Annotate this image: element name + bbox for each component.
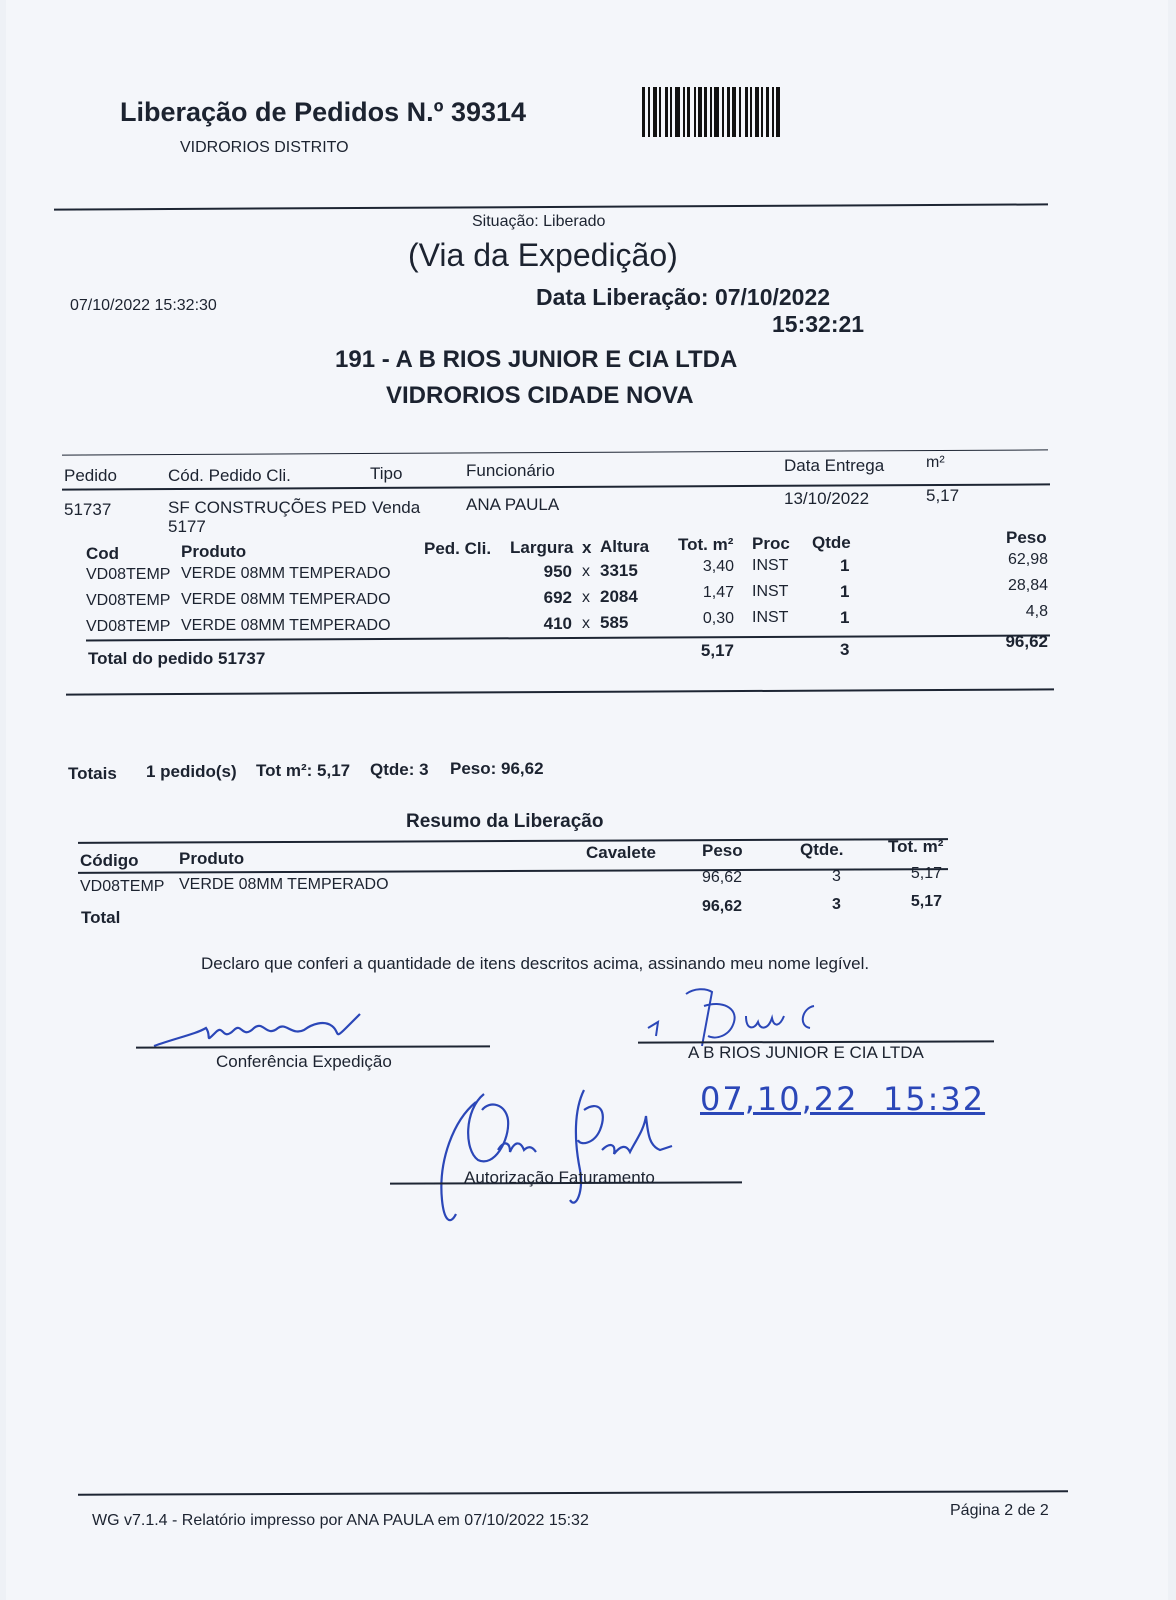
order-tipo: Venda bbox=[372, 498, 421, 517]
summary-codigo: VD08TEMP bbox=[80, 878, 165, 895]
item-qtde: 1 bbox=[840, 608, 850, 627]
summary-header-qtde: Qtde. bbox=[800, 840, 844, 859]
item-x: x bbox=[582, 615, 590, 632]
item-qtde: 1 bbox=[840, 556, 850, 575]
document-page bbox=[6, 0, 1168, 1600]
header-funcionario: Funcionário bbox=[466, 461, 555, 480]
totals-peso: Peso: 96,62 bbox=[450, 759, 544, 778]
order-data-entrega: 13/10/2022 bbox=[784, 489, 870, 508]
order-pedido: 51737 bbox=[64, 500, 112, 519]
item-tot-m2: 3,40 bbox=[702, 558, 734, 575]
order-total-label: Total do pedido 51737 bbox=[88, 649, 266, 668]
item-header-produto: Produto bbox=[181, 542, 247, 561]
item-proc: INST bbox=[752, 583, 789, 600]
item-header-qtde: Qtde bbox=[812, 533, 851, 552]
summary-total-tot-m2: 5,17 bbox=[910, 893, 942, 910]
item-cod: VD08TEMP bbox=[86, 618, 171, 635]
barcode bbox=[642, 87, 780, 137]
item-largura: 692 bbox=[543, 588, 572, 607]
order-total-peso: 96,62 bbox=[1005, 632, 1048, 651]
summary-header-peso: Peso bbox=[702, 841, 743, 860]
summary-qtde: 3 bbox=[832, 868, 841, 885]
item-header-ped-cli: Ped. Cli. bbox=[424, 539, 492, 558]
client-name: 191 - A B RIOS JUNIOR E CIA LTDA bbox=[335, 346, 738, 373]
item-altura: 3315 bbox=[600, 561, 638, 580]
item-produto: VERDE 08MM TEMPERADO bbox=[181, 617, 391, 634]
footer-printed-by: WG v7.1.4 - Relatório impresso por ANA PAULA em 07/10/2022 15:32 bbox=[92, 1512, 589, 1529]
order-cod-pedido-cli: SF CONSTRUÇÕES PED bbox=[168, 498, 367, 517]
summary-header-tot-m2: Tot. m² bbox=[888, 837, 944, 856]
signature-autorizacao bbox=[424, 1080, 694, 1230]
item-header-peso: Peso bbox=[1006, 528, 1047, 547]
summary-produto: VERDE 08MM TEMPERADO bbox=[179, 876, 389, 893]
item-cod: VD08TEMP bbox=[86, 592, 171, 609]
totals-pedidos: 1 pedido(s) bbox=[146, 762, 237, 781]
item-proc: INST bbox=[752, 557, 789, 574]
item-peso: 28,84 bbox=[1007, 577, 1048, 594]
order-funcionario: ANA PAULA bbox=[466, 495, 560, 514]
item-x: x bbox=[582, 563, 590, 580]
order-total-m2: 5,17 bbox=[700, 641, 734, 660]
item-x: x bbox=[582, 589, 590, 606]
release-time: 15:32:21 bbox=[772, 311, 865, 337]
header-pedido: Pedido bbox=[64, 466, 117, 485]
order-cod-pedido-cli-2: 5177 bbox=[168, 517, 206, 536]
summary-tot-m2: 5,17 bbox=[910, 865, 942, 882]
header-divider bbox=[54, 203, 1048, 210]
summary-header-cavalete: Cavalete bbox=[586, 843, 656, 862]
summary-total-qtde: 3 bbox=[832, 896, 841, 913]
totals-label: Totais bbox=[68, 764, 117, 783]
item-produto: VERDE 08MM TEMPERADO bbox=[181, 565, 391, 582]
summary-peso: 96,62 bbox=[701, 869, 742, 886]
document-title: Liberação de Pedidos N.º 39314 bbox=[120, 97, 527, 127]
item-header-altura: Altura bbox=[600, 537, 650, 556]
order-total-qtde: 3 bbox=[840, 640, 850, 659]
copy-type: (Via da Expedição) bbox=[408, 237, 678, 273]
item-largura: 410 bbox=[543, 614, 572, 633]
summary-header-codigo: Código bbox=[80, 851, 139, 870]
item-altura: 2084 bbox=[600, 587, 638, 606]
item-header-cod: Cod bbox=[86, 544, 120, 563]
item-header-largura: Largura bbox=[510, 538, 574, 557]
order-table-top-line bbox=[62, 449, 1048, 455]
client-signature-label: A B RIOS JUNIOR E CIA LTDA bbox=[688, 1043, 924, 1062]
header-cod-pedido-cli: Cód. Pedido Cli. bbox=[168, 466, 291, 485]
header-data-entrega: Data Entrega bbox=[784, 456, 885, 475]
company-name: VIDRORIOS DISTRITO bbox=[180, 139, 349, 156]
items-total-line bbox=[86, 634, 1050, 641]
release-date: Data Liberação: 07/10/2022 bbox=[536, 284, 831, 310]
item-largura: 950 bbox=[543, 562, 572, 581]
summary-title: Resumo da Liberação bbox=[406, 811, 604, 832]
summary-header-produto: Produto bbox=[179, 849, 245, 868]
order-table-bottom-line bbox=[66, 688, 1054, 695]
item-peso: 62,98 bbox=[1007, 551, 1048, 568]
header-m2: m² bbox=[926, 454, 945, 471]
autorizacao-label: Autorização Faturamento bbox=[464, 1168, 655, 1187]
item-altura: 585 bbox=[600, 613, 629, 632]
item-header-tot-m2: Tot. m² bbox=[678, 535, 734, 554]
item-tot-m2: 0,30 bbox=[702, 610, 734, 627]
item-header-x: x bbox=[582, 538, 592, 557]
item-tot-m2: 1,47 bbox=[702, 584, 734, 601]
summary-total-label: Total bbox=[81, 908, 121, 927]
header-tipo: Tipo bbox=[370, 464, 403, 483]
status-text: Situação: Liberado bbox=[472, 213, 606, 230]
item-proc: INST bbox=[752, 609, 789, 626]
item-qtde: 1 bbox=[840, 582, 850, 601]
item-produto: VERDE 08MM TEMPERADO bbox=[181, 591, 391, 608]
item-peso: 4,8 bbox=[1025, 603, 1048, 620]
conferencia-label: Conferência Expedição bbox=[216, 1052, 392, 1071]
order-m2: 5,17 bbox=[926, 486, 960, 505]
item-header-proc: Proc bbox=[752, 534, 790, 553]
client-store: VIDRORIOS CIDADE NOVA bbox=[386, 382, 694, 409]
footer-page-number: Página 2 de 2 bbox=[950, 1502, 1049, 1519]
totals-tot-m2: Tot m²: 5,17 bbox=[256, 761, 351, 780]
handwritten-date: 07,10,22 15:32 bbox=[700, 1080, 986, 1118]
print-datetime: 07/10/2022 15:32:30 bbox=[70, 297, 217, 314]
item-cod: VD08TEMP bbox=[86, 566, 171, 583]
summary-total-peso: 96,62 bbox=[701, 898, 742, 915]
footer-line bbox=[78, 1490, 1068, 1495]
declaration-text: Declaro que conferi a quantidade de itens descritos acima, assinando meu nome legível. bbox=[201, 954, 870, 973]
totals-qtde: Qtde: 3 bbox=[370, 760, 429, 779]
